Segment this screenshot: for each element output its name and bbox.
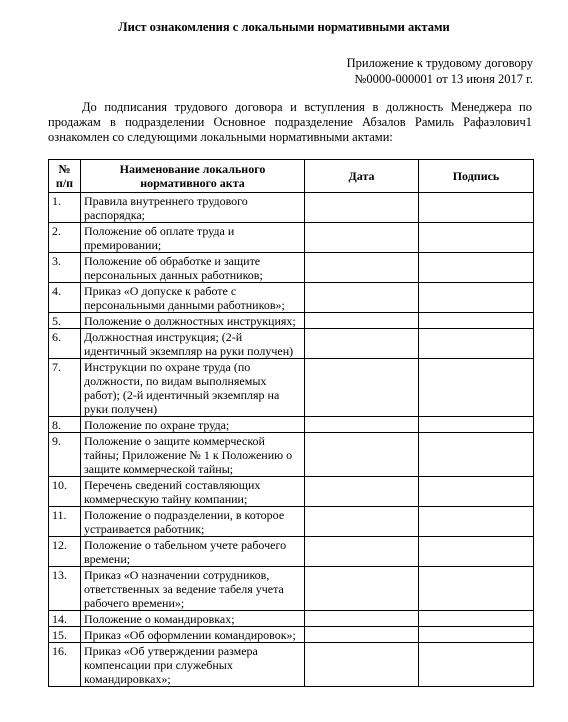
row-signature-cell <box>419 313 534 329</box>
table-row <box>49 313 534 329</box>
row-act-name: Перечень сведений составляющих коммерческую тайну компании; <box>81 477 305 507</box>
row-signature-cell <box>419 627 534 643</box>
row-date-cell <box>305 359 419 417</box>
intro-paragraph <box>48 100 532 145</box>
row-number: 7. <box>49 359 81 417</box>
row-date-cell <box>305 537 419 567</box>
row-date-cell <box>305 477 419 507</box>
row-date-cell <box>305 433 419 477</box>
row-number: 14. <box>49 611 81 627</box>
row-act-name: Правила внутреннего трудового распорядка; <box>81 193 305 223</box>
row-signature-cell <box>419 253 534 283</box>
row-act-name: Приказ «Об оформлении командировок»; <box>81 627 305 643</box>
row-date-cell <box>305 253 419 283</box>
header-name-line-2: нормативного акта <box>140 176 245 190</box>
document-title: Лист ознакомления с локальными нормативными актами <box>118 20 450 34</box>
row-date-cell <box>305 507 419 537</box>
row-act-name: Положение о табельном учете рабочего времени; <box>81 537 305 567</box>
header-signature: Подпись <box>419 160 534 193</box>
table-row <box>49 253 534 283</box>
row-signature-cell <box>419 193 534 223</box>
row-act-name: Положение об обработке и защите персональных данных работников; <box>81 253 305 283</box>
row-act-name: Положение по охране труда; <box>81 417 305 433</box>
row-number: 1. <box>49 193 81 223</box>
table-body <box>49 193 534 687</box>
table-row <box>49 223 534 253</box>
intro-line-2: ознакомлен со следующими локальными нормативными актами: <box>48 130 393 144</box>
row-act-name: Положение о подразделении, в которое устраивается работник; <box>81 507 305 537</box>
row-act-name: Положение о командировках; <box>81 611 305 627</box>
row-number: 12. <box>49 537 81 567</box>
intro-line-1: До подписания трудового договора и вступления в должность Менеджера по продажам в подразделении Основное подразделение Абзалов Рамиль Рафаэлович1 <box>48 100 532 129</box>
row-date-cell <box>305 329 419 359</box>
row-signature-cell <box>419 567 534 611</box>
row-number: 13. <box>49 567 81 611</box>
row-signature-cell <box>419 223 534 253</box>
row-signature-cell <box>419 433 534 477</box>
header-name <box>81 160 305 193</box>
row-act-name: Положение о должностных инструкциях; <box>81 313 305 329</box>
row-date-cell <box>305 417 419 433</box>
header-date: Дата <box>305 160 419 193</box>
row-act-name: Положение об оплате труда и премировании; <box>81 223 305 253</box>
row-signature-cell <box>419 611 534 627</box>
row-date-cell <box>305 283 419 313</box>
table-row <box>49 507 534 537</box>
row-date-cell <box>305 567 419 611</box>
table-row <box>49 643 534 687</box>
row-number: 11. <box>49 507 81 537</box>
row-act-name: Инструкции по охране труда (по должности, по видам выполняемых работ); (2-й идентичный экземпляр на руки получен) <box>81 359 305 417</box>
row-date-cell <box>305 223 419 253</box>
row-date-cell <box>305 643 419 687</box>
row-date-cell <box>305 193 419 223</box>
header-num-line-2: п/п <box>55 176 74 190</box>
table-header-row <box>49 160 534 193</box>
appendix-reference <box>347 55 533 87</box>
row-number: 6. <box>49 329 81 359</box>
appendix-line-1: Приложение к трудовому договору <box>346 56 533 70</box>
row-signature-cell <box>419 283 534 313</box>
row-number: 5. <box>49 313 81 329</box>
table-row <box>49 283 534 313</box>
row-signature-cell <box>419 417 534 433</box>
row-date-cell <box>305 313 419 329</box>
row-signature-cell <box>419 329 534 359</box>
row-signature-cell <box>419 359 534 417</box>
row-number: 2. <box>49 223 81 253</box>
row-act-name: Приказ «О назначении сотрудников, ответственных за ведение табеля учета рабочего времени»; <box>81 567 305 611</box>
row-number: 4. <box>49 283 81 313</box>
row-act-name: Положение о защите коммерческой тайны; Приложение № 1 к Положению о защите коммерческой тайны; <box>81 433 305 477</box>
header-num <box>49 160 81 193</box>
table-row <box>49 611 534 627</box>
table-row <box>49 193 534 223</box>
header-name-line-1: Наименование локального <box>119 162 266 176</box>
row-number: 8. <box>49 417 81 433</box>
table-row <box>49 627 534 643</box>
row-date-cell <box>305 627 419 643</box>
table-row <box>49 329 534 359</box>
row-act-name: Приказ «Об утверждении размера компенсации при служебных командировках»; <box>81 643 305 687</box>
row-number: 16. <box>49 643 81 687</box>
table-row <box>49 537 534 567</box>
row-act-name: Должностная инструкция; (2-й идентичный экземпляр на руки получен) <box>81 329 305 359</box>
table-row <box>49 359 534 417</box>
table-row <box>49 433 534 477</box>
table-row <box>49 417 534 433</box>
row-number: 9. <box>49 433 81 477</box>
table-row <box>49 567 534 611</box>
row-date-cell <box>305 611 419 627</box>
table-row <box>49 477 534 507</box>
row-act-name: Приказ «О допуске к работе с персональными данными работников»; <box>81 283 305 313</box>
acts-table <box>48 159 534 687</box>
row-signature-cell <box>419 507 534 537</box>
row-signature-cell <box>419 537 534 567</box>
header-num-line-1: № <box>58 162 71 176</box>
row-signature-cell <box>419 477 534 507</box>
appendix-line-2: №0000-000001 от 13 июня 2017 г. <box>354 72 533 86</box>
row-number: 10. <box>49 477 81 507</box>
row-signature-cell <box>419 643 534 687</box>
row-number: 3. <box>49 253 81 283</box>
row-number: 15. <box>49 627 81 643</box>
